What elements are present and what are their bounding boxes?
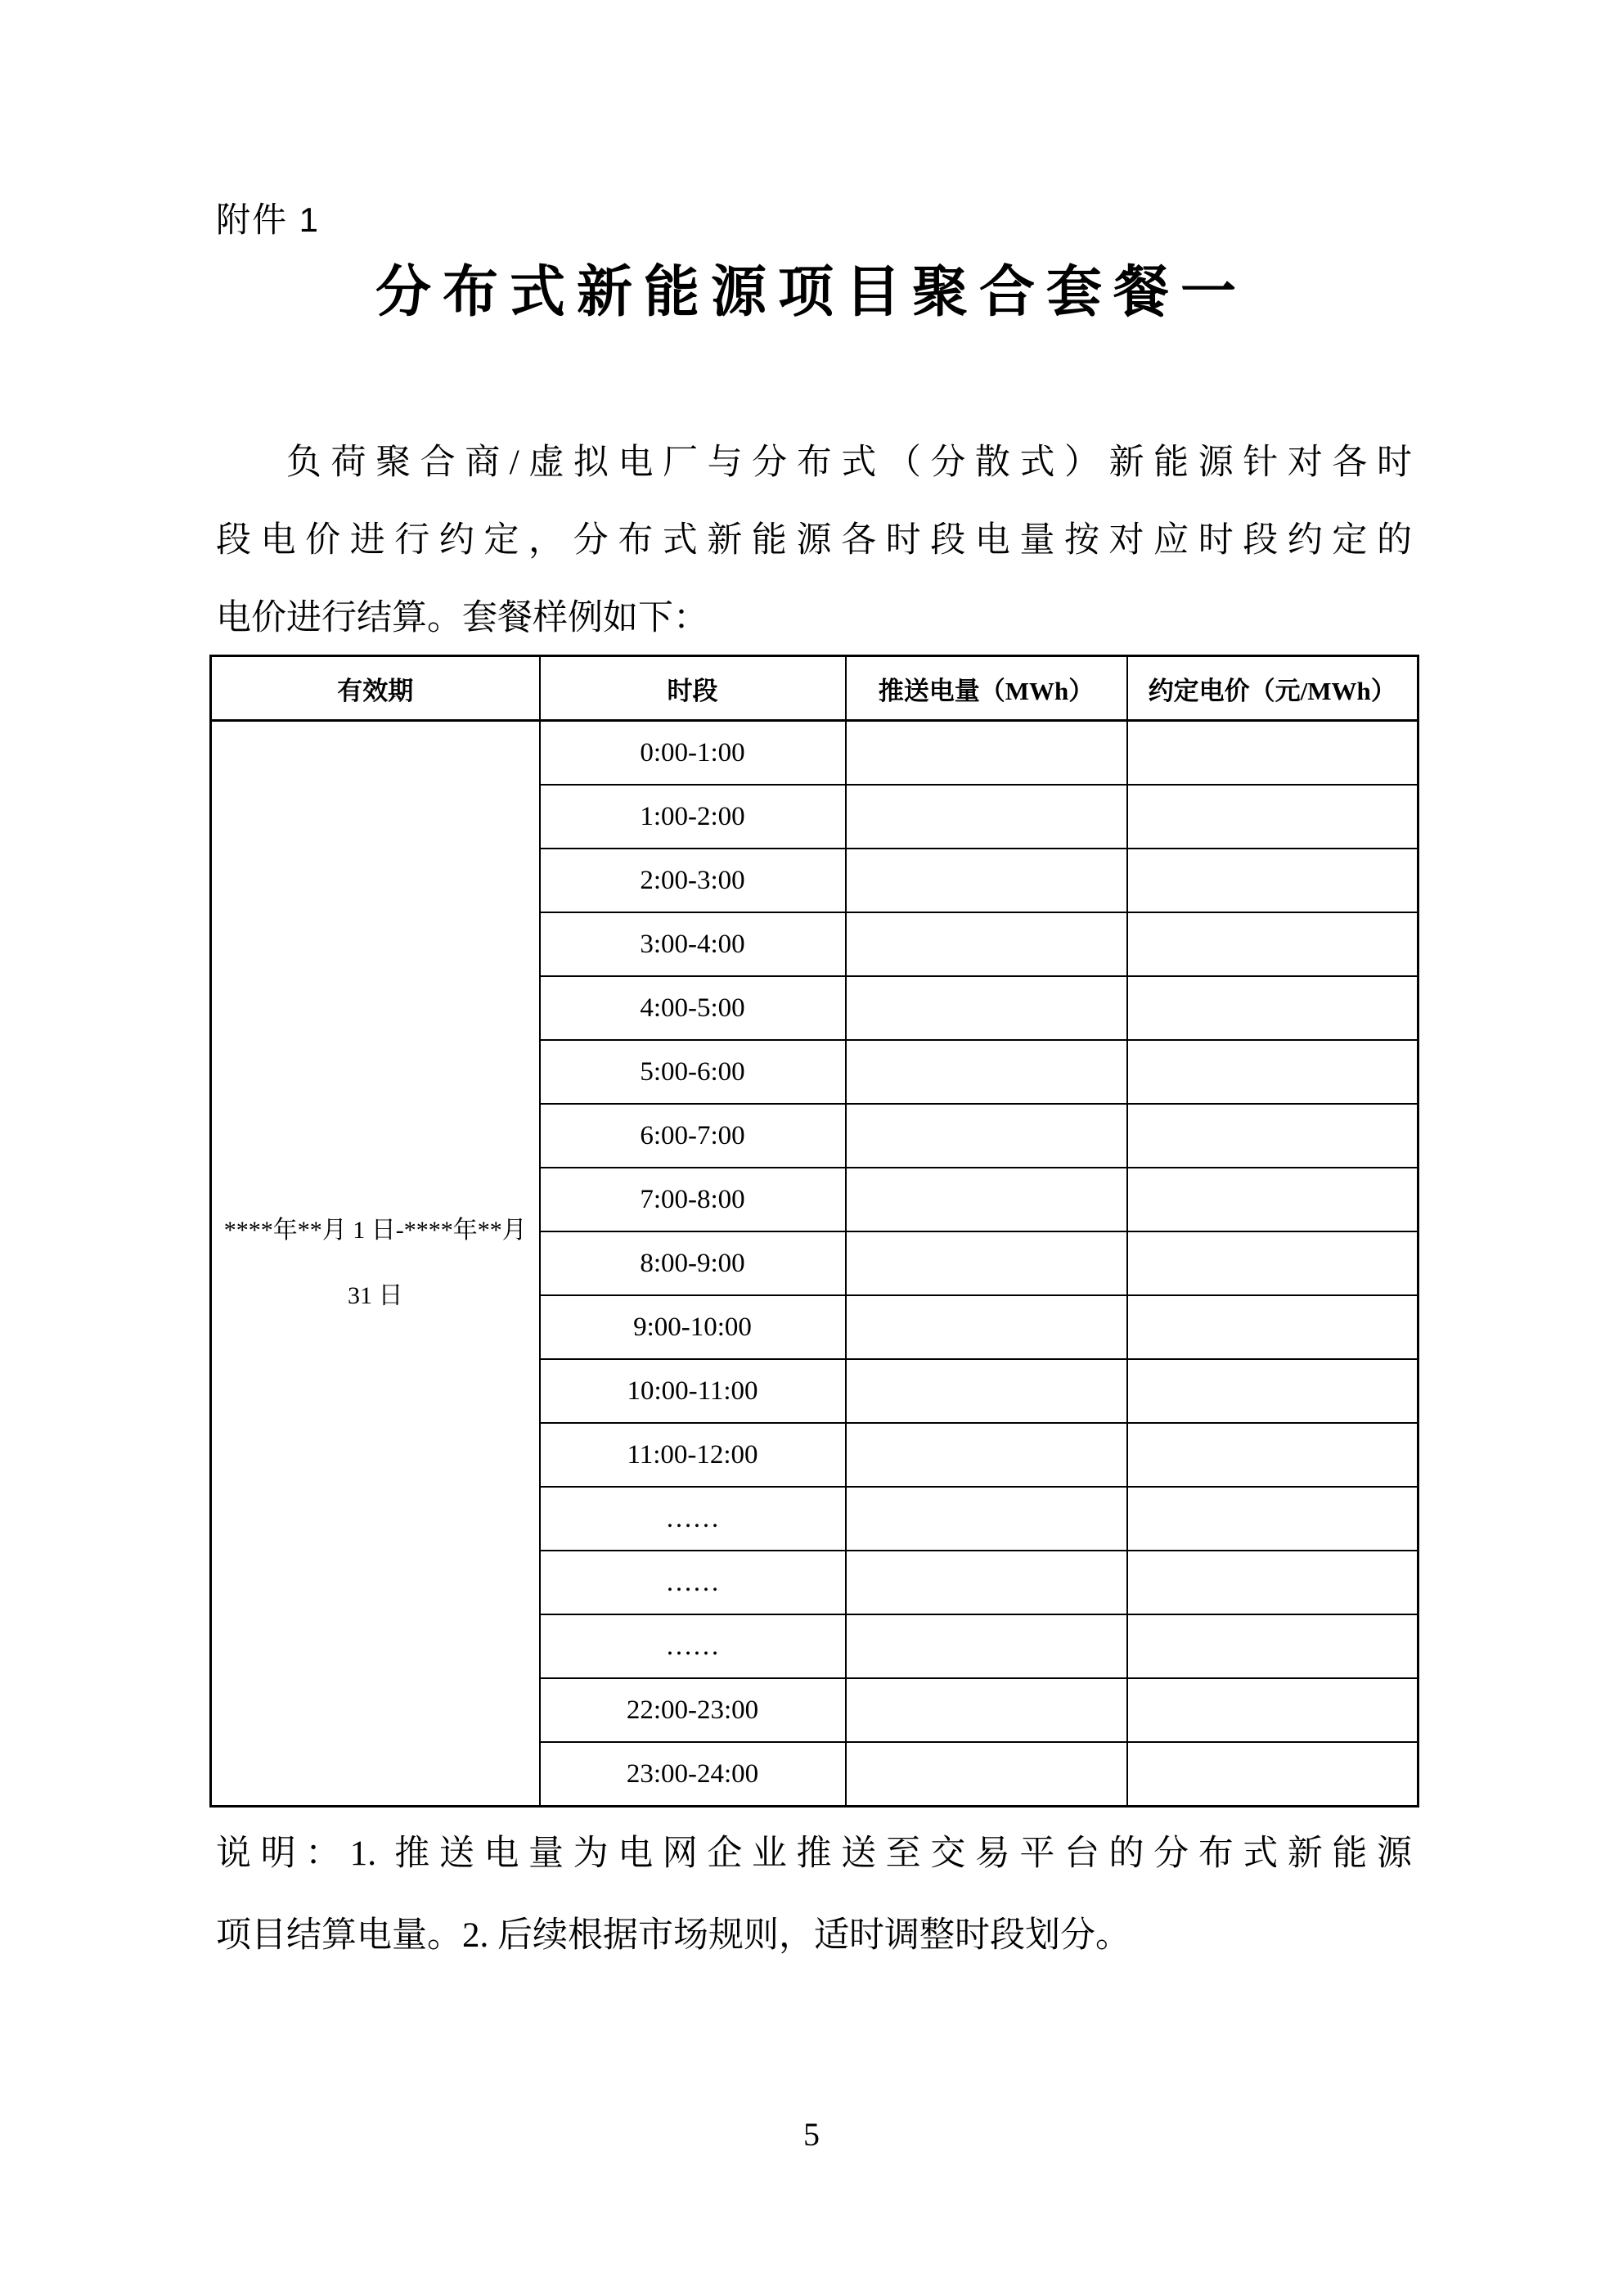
package-table-header (211, 656, 1418, 721)
push-volume-cell (846, 849, 1127, 912)
validity-line-1: ****年**月 1 日-****年**月 (223, 1217, 527, 1244)
push-volume-cell (846, 976, 1127, 1040)
agreed-price-cell (1127, 721, 1418, 786)
agreed-price-cell (1127, 849, 1418, 912)
agreed-price-cell (1127, 1295, 1418, 1359)
time-period-cell: 22:00-23:00 (540, 1678, 846, 1742)
attachment-label: 附件 1 (216, 200, 321, 239)
document-title: 分布式新能源项目聚合套餐一 (375, 261, 1248, 323)
push-volume-cell (846, 785, 1127, 849)
time-period-cell: …… (540, 1487, 846, 1551)
push-volume-cell (846, 1742, 1127, 1807)
agreed-price-cell (1127, 976, 1418, 1040)
push-volume-cell (846, 1551, 1127, 1614)
push-volume-cell (846, 912, 1127, 976)
time-period-cell: …… (540, 1551, 846, 1614)
time-period-cell: 7:00-8:00 (540, 1168, 846, 1231)
notes-line-2: 项目结算电量。2. 后续根据市场规则，适时调整时段划分。 (216, 1916, 1131, 1955)
table-row (211, 721, 1418, 786)
intro-line-3: 电价进行结算。套餐样例如下： (216, 599, 708, 637)
agreed-price-cell (1127, 1104, 1418, 1168)
time-period-cell: 6:00-7:00 (540, 1104, 846, 1168)
intro-line-1: 负荷聚合商/虚拟电厂与分布式（分散式）新能源针对各时 (286, 443, 1412, 482)
agreed-price-cell (1127, 1168, 1418, 1231)
push-volume-cell (846, 1678, 1127, 1742)
time-period-cell: 9:00-10:00 (540, 1295, 846, 1359)
intro-paragraph (216, 424, 1412, 657)
time-period-cell: 3:00-4:00 (540, 912, 846, 976)
agreed-price-cell (1127, 1487, 1418, 1551)
time-period-cell: 0:00-1:00 (540, 721, 846, 786)
push-volume-cell (846, 1231, 1127, 1295)
time-period-cell: 11:00-12:00 (540, 1423, 846, 1487)
agreed-price-cell (1127, 785, 1418, 849)
notes-paragraph (216, 1813, 1412, 1977)
time-period-cell: 1:00-2:00 (540, 785, 846, 849)
time-period-cell: 2:00-3:00 (540, 849, 846, 912)
agreed-price-cell (1127, 1231, 1418, 1295)
header-row (211, 656, 1418, 721)
package-table (209, 655, 1419, 1808)
push-volume-cell (846, 1423, 1127, 1487)
agreed-price-cell (1127, 1678, 1418, 1742)
agreed-price-cell (1127, 1423, 1418, 1487)
push-volume-cell (846, 1359, 1127, 1423)
push-volume-cell (846, 1487, 1127, 1551)
push-volume-cell (846, 721, 1127, 786)
push-volume-cell (846, 1040, 1127, 1104)
push-volume-cell (846, 1295, 1127, 1359)
agreed-price-cell (1127, 1614, 1418, 1678)
time-period-cell: 23:00-24:00 (540, 1742, 846, 1807)
validity-period-cell (211, 721, 540, 1807)
page-number: 5 (803, 2116, 820, 2153)
header-push-volume: 推送电量（MWh） (846, 656, 1127, 721)
time-period-cell: 4:00-5:00 (540, 976, 846, 1040)
push-volume-cell (846, 1614, 1127, 1678)
time-period-cell: 10:00-11:00 (540, 1359, 846, 1423)
agreed-price-cell (1127, 912, 1418, 976)
package-table-body (211, 721, 1418, 1807)
time-period-cell: 8:00-9:00 (540, 1231, 846, 1295)
header-time-period: 时段 (540, 656, 846, 721)
push-volume-cell (846, 1168, 1127, 1231)
agreed-price-cell (1127, 1742, 1418, 1807)
agreed-price-cell (1127, 1551, 1418, 1614)
time-period-cell: …… (540, 1614, 846, 1678)
agreed-price-cell (1127, 1359, 1418, 1423)
header-agreed-price: 约定电价（元/MWh） (1127, 656, 1418, 721)
time-period-cell: 5:00-6:00 (540, 1040, 846, 1104)
notes-line-1: 说明：1. 推送电量为电网企业推送至交易平台的分布式新能源 (216, 1835, 1412, 1873)
header-validity-period: 有效期 (211, 656, 540, 721)
push-volume-cell (846, 1104, 1127, 1168)
intro-line-2: 段电价进行约定，分布式新能源各时段电量按对应时段约定的 (216, 521, 1412, 560)
agreed-price-cell (1127, 1040, 1418, 1104)
validity-line-2: 31 日 (348, 1282, 403, 1309)
